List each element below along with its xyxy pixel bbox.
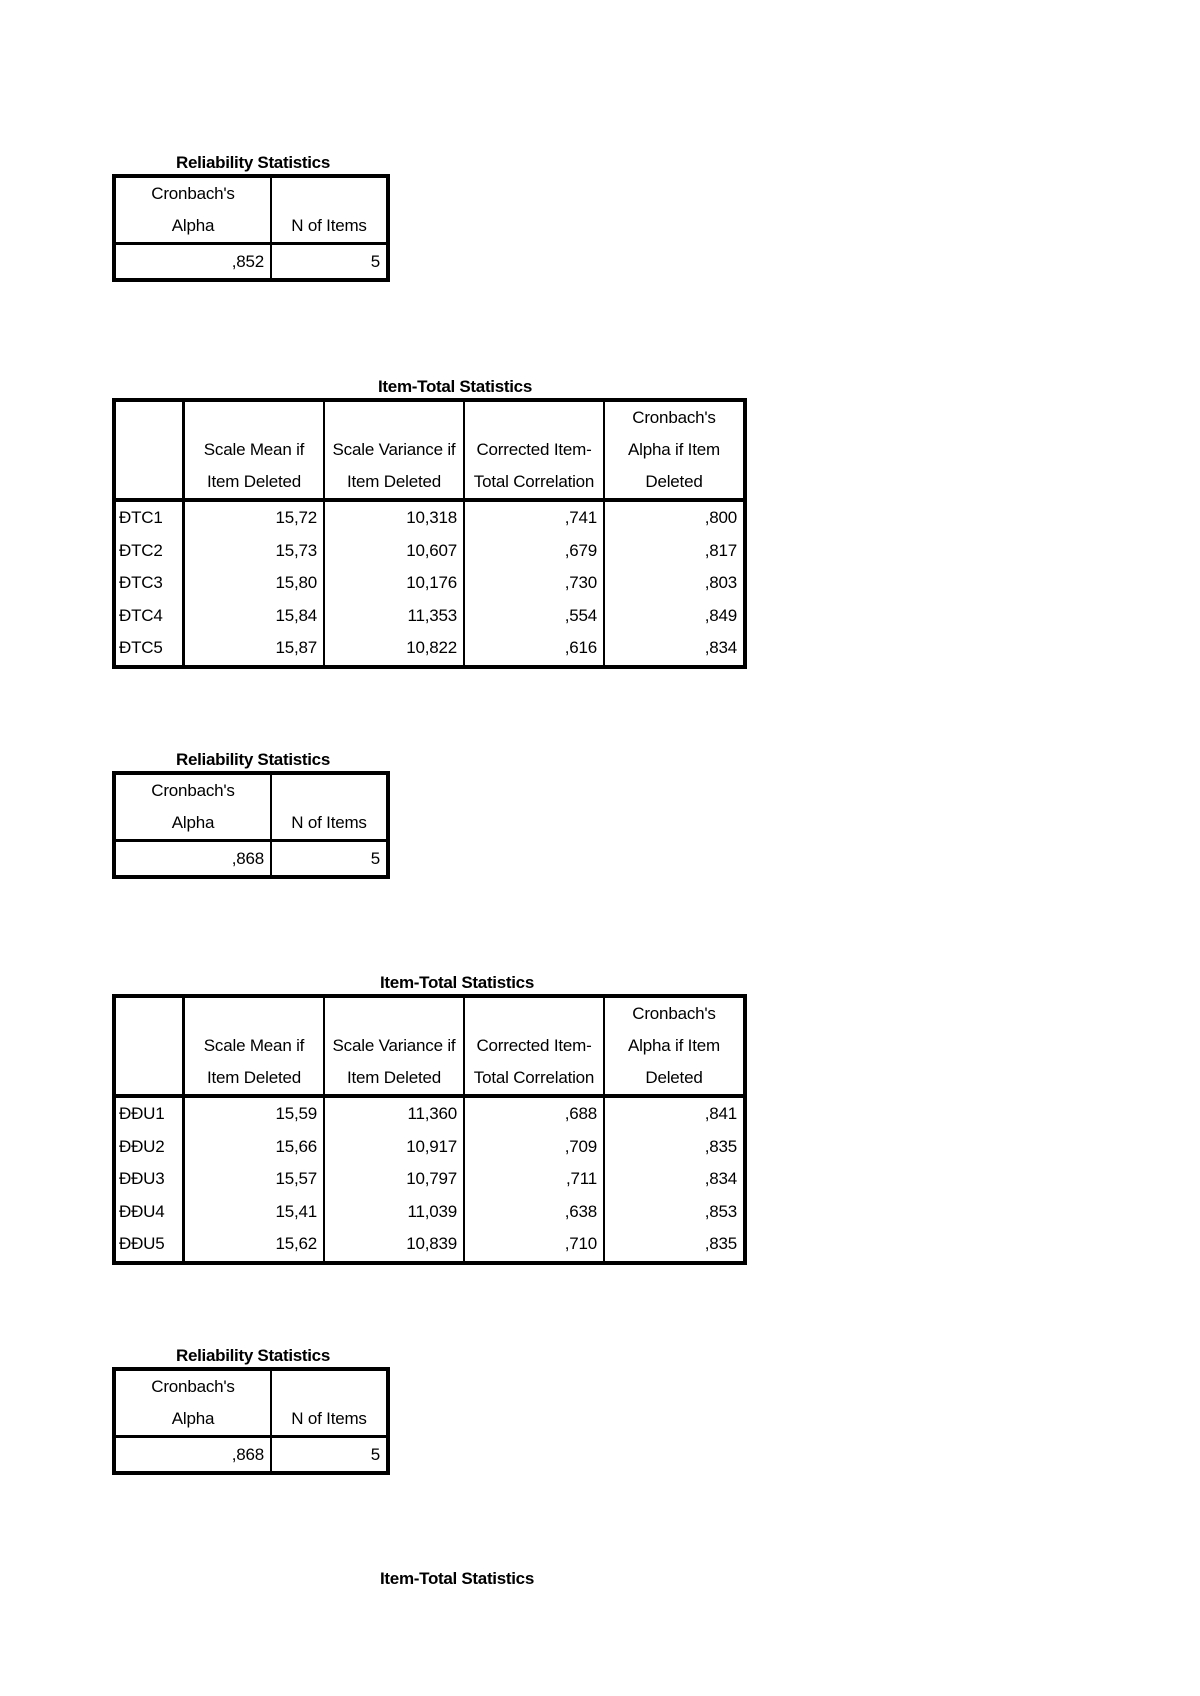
reliability-caption-2: Reliability Statistics <box>175 750 330 769</box>
header-alpha-line2: Alpha if Item <box>628 1036 720 1055</box>
scale-mean: 15,80 <box>184 567 325 600</box>
header-corr-line2: Total Correlation <box>464 1062 604 1096</box>
alpha-if-deleted: ,803 <box>704 573 737 593</box>
alpha-value: ,868 <box>114 841 271 878</box>
header-alpha-line2: Alpha <box>114 210 271 244</box>
scale-variance: 11,360 <box>324 1096 464 1131</box>
alpha-if-deleted: ,849 <box>704 605 737 625</box>
header-alpha-line1: Cronbach's <box>114 773 271 807</box>
scale-mean: 15,57 <box>184 1163 325 1196</box>
header-n-items: N of Items <box>271 1403 388 1437</box>
alpha-if-deleted: ,800 <box>704 508 737 528</box>
header-mean-line1: Scale Mean if <box>184 434 325 466</box>
item-label: ĐĐU3 <box>114 1163 184 1196</box>
table-row <box>114 535 745 568</box>
item-total-caption-2: Item-Total Statistics <box>380 973 534 992</box>
reliability-table-3 <box>112 1367 390 1475</box>
corrected-correlation: ,730 <box>464 567 604 600</box>
item-label: ĐTC2 <box>114 535 184 568</box>
item-label: ĐĐU2 <box>114 1131 184 1164</box>
alpha-value: ,868 <box>114 1437 271 1474</box>
header-corr-line2: Total Correlation <box>464 466 604 500</box>
header-n-items: N of Items <box>271 807 388 841</box>
scale-variance: 10,839 <box>324 1228 464 1263</box>
header-alpha-line3: Deleted <box>604 1062 745 1096</box>
header-alpha-line1: Cronbach's <box>632 408 716 427</box>
header-alpha-line2: Alpha <box>114 1403 271 1437</box>
item-label: ĐĐU5 <box>114 1228 184 1263</box>
scale-mean: 15,87 <box>184 632 325 667</box>
header-variance-line2: Item Deleted <box>324 1062 464 1096</box>
corrected-correlation: ,709 <box>464 1131 604 1164</box>
header-alpha-line2: Alpha if Item <box>628 440 720 459</box>
scale-mean: 15,66 <box>184 1131 325 1164</box>
n-items-value: 5 <box>370 848 380 868</box>
header-corr-line1: Corrected Item- <box>464 434 604 466</box>
header-variance-line1: Scale Variance if <box>324 1030 464 1062</box>
table-row <box>114 1131 745 1164</box>
scale-variance: 11,039 <box>324 1196 464 1229</box>
header-mean-line1: Scale Mean if <box>184 1030 325 1062</box>
item-total-caption-1: Item-Total Statistics <box>378 377 532 396</box>
reliability-caption-1: Reliability Statistics <box>175 153 330 172</box>
alpha-if-deleted: ,817 <box>704 540 737 560</box>
item-label: ĐĐU1 <box>114 1096 184 1131</box>
reliability-table-2 <box>112 771 390 879</box>
header-alpha-line1: Cronbach's <box>632 1004 716 1023</box>
header-variance-line2: Item Deleted <box>324 466 464 500</box>
header-n-items: N of Items <box>271 210 388 244</box>
corrected-correlation: ,711 <box>464 1163 604 1196</box>
reliability-table-1 <box>112 174 390 282</box>
scale-variance: 10,318 <box>324 500 464 535</box>
alpha-if-deleted: ,853 <box>704 1201 737 1221</box>
table-row <box>114 1096 745 1131</box>
alpha-if-deleted: ,834 <box>704 638 737 658</box>
item-label: ĐĐU4 <box>114 1196 184 1229</box>
item-label: ĐTC5 <box>114 632 184 667</box>
table-row <box>114 500 745 535</box>
corrected-correlation: ,710 <box>464 1228 604 1263</box>
header-variance-line1: Scale Variance if <box>324 434 464 466</box>
n-items-value: 5 <box>370 251 380 271</box>
header-alpha-line2: Alpha <box>114 807 271 841</box>
item-label: ĐTC1 <box>114 500 184 535</box>
scale-mean: 15,73 <box>184 535 325 568</box>
scale-variance: 10,917 <box>324 1131 464 1164</box>
scale-variance: 11,353 <box>324 600 464 633</box>
corrected-correlation: ,554 <box>464 600 604 633</box>
header-mean-line2: Item Deleted <box>184 1062 325 1096</box>
header-alpha-line3: Deleted <box>604 466 745 500</box>
scale-variance: 10,176 <box>324 567 464 600</box>
scale-variance: 10,607 <box>324 535 464 568</box>
scale-mean: 15,41 <box>184 1196 325 1229</box>
scale-mean: 15,59 <box>184 1096 325 1131</box>
alpha-if-deleted: ,841 <box>704 1104 737 1124</box>
alpha-if-deleted: ,835 <box>704 1136 737 1156</box>
corrected-correlation: ,741 <box>464 500 604 535</box>
alpha-if-deleted: ,835 <box>704 1234 737 1254</box>
scale-mean: 15,84 <box>184 600 325 633</box>
corrected-correlation: ,638 <box>464 1196 604 1229</box>
corrected-correlation: ,679 <box>464 535 604 568</box>
item-total-caption-3: Item-Total Statistics <box>380 1569 534 1588</box>
table-row <box>114 1228 745 1263</box>
table-row <box>114 1196 745 1229</box>
alpha-value: ,852 <box>114 244 271 281</box>
table-row <box>114 600 745 633</box>
corrected-correlation: ,688 <box>464 1096 604 1131</box>
item-total-table-2 <box>112 994 747 1265</box>
header-alpha-line1: Cronbach's <box>114 1369 271 1403</box>
item-label: ĐTC4 <box>114 600 184 633</box>
n-items-value: 5 <box>370 1444 380 1464</box>
header-corr-line1: Corrected Item- <box>464 1030 604 1062</box>
item-total-table-1 <box>112 398 747 669</box>
scale-mean: 15,72 <box>184 500 325 535</box>
header-alpha-line1: Cronbach's <box>114 176 271 210</box>
scale-variance: 10,822 <box>324 632 464 667</box>
alpha-if-deleted: ,834 <box>704 1169 737 1189</box>
scale-variance: 10,797 <box>324 1163 464 1196</box>
corrected-correlation: ,616 <box>464 632 604 667</box>
table-row <box>114 632 745 667</box>
item-label: ĐTC3 <box>114 567 184 600</box>
reliability-caption-3: Reliability Statistics <box>175 1346 330 1365</box>
header-mean-line2: Item Deleted <box>184 466 325 500</box>
table-row <box>114 567 745 600</box>
scale-mean: 15,62 <box>184 1228 325 1263</box>
table-row <box>114 1163 745 1196</box>
